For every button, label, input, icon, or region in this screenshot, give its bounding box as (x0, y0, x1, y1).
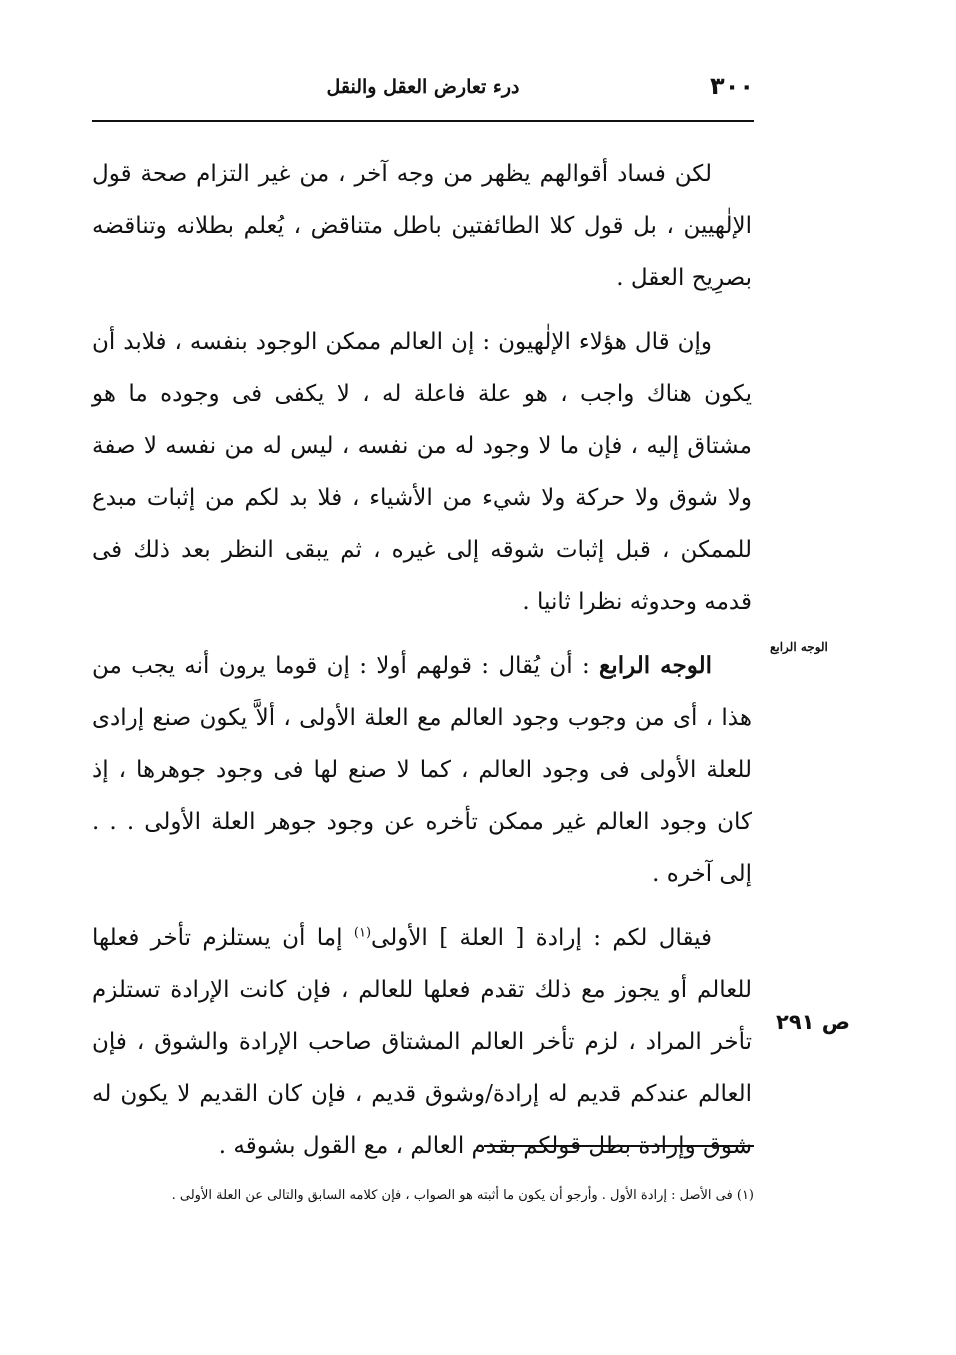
page-header (92, 70, 754, 110)
paragraph-3 (92, 640, 752, 900)
margin-note-fourth-aspect: الوجه الرابع (770, 640, 828, 654)
paragraph-2: وإن قال هؤلاء الإلٰهيون : إن العالم ممكن الوجود بنفسه ، فلابد أن يكون هناك واجب ، هو علة فاعلة له ، لا يكفى فى وجوده ما هو مشتاق إليه ، فإن ما لا وجود له من نفسه ، ليس له من نفسه لا صفة ولا شوق ولا حركة ولا شيء من الأشياء ، فلا بد لكم من إثبات مبدع للممكن ، قبل إثبات شوقه إلى غيره ، ثم يبقى النظر بعد ذلك فى قدمه وحدوثه نظرا ثانيا . (92, 329, 752, 615)
paragraph-1: لكن فساد أقوالهم يظهر من وجه آخر ، من غير التزام صحة قول الإلٰهيين ، بل قول كلا الطائفتين باطل متناقض ، يُعلم بطلانه وتناقضه بصرِيح العقل . (92, 161, 752, 291)
running-title: درء تعارض العقل والنقل (326, 76, 520, 98)
paragraph-4-text-after: إما أن يستلزم تأخر فعلها للعالم أو يجوز مع ذلك تقدم فعلها للعالم ، فإن كانت الإرادة تستلزم تأخر المراد ، لزم تأخر العالم المشتاق صاحب الإرادة والشوق ، فإن العالم عندكم قديم له إرادة/وشوق قديم ، فإن كان القديم لا يكون له شوق وإرادة بطل قولكم بقدم العالم ، مع القول بشوقه . (92, 925, 752, 1159)
paragraph-4 (92, 912, 752, 1172)
margin-note-page-ref: ص ٢٩١ (776, 1010, 851, 1034)
main-text (92, 148, 752, 1172)
footnote: (١) فى الأصل : إرادة الأول . وأرجو أن يكون ما أثبته هو الصواب ، فإن كلامه السابق والتالى عن العلة الأولى . (171, 1188, 754, 1203)
footnote-rule (484, 1145, 754, 1147)
section-lead: الوجه الرابع (599, 652, 712, 679)
header-rule (92, 120, 754, 122)
page-number: ٣٠٠ (710, 72, 754, 100)
paragraph-4-text-before: فيقال لكم : إرادة [ العلة ] الأولى (371, 925, 713, 951)
footnote-marker: (١) (353, 925, 372, 941)
paragraph-3-text: : أن يُقال : قولهم أولا : إن قوما يرون أنه يجب من هذا ، أى من وجوب وجود العالم مع العلة الأولى ، ألاَّ يكون صنع إرادى للعلة الأولى فى وجود العالم ، كما لا صنع لها فى وجود جوهرها ، إذ كان وجود العالم غير ممكن تأخره عن وجود جوهر العلة الأولى . . . إلى آخره . (92, 653, 752, 887)
